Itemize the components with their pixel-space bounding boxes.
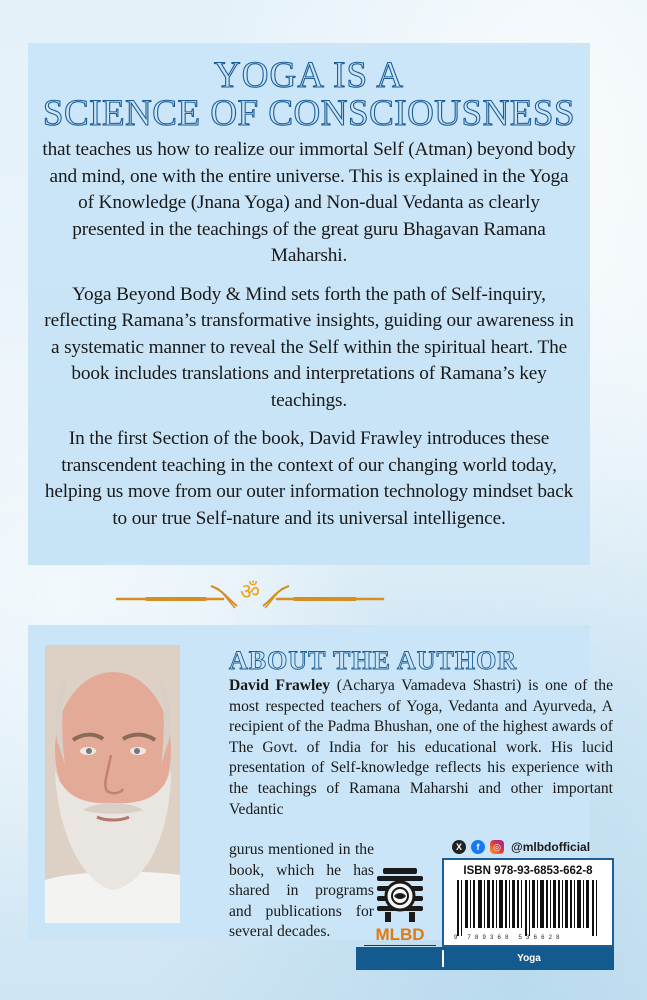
description-paragraph-1: that teaches us how to realize our immortal Self (Atman) beyond body and mind, one with the entire universe. This is explained in the Yoga of Knowledge (Jnana Yoga) and Non-dual Vedanta as clearly presented in the teachings of the great guru Bhagavan Ramana Maharshi. — [42, 139, 576, 266]
author-name: David Frawley — [229, 677, 331, 694]
om-icon: ॐ — [239, 580, 261, 605]
facebook-icon[interactable]: f — [471, 840, 485, 854]
x-icon[interactable]: X — [452, 840, 466, 854]
isbn-label: ISBN 978-93-6853-662-8 — [463, 865, 593, 877]
publisher-logo — [364, 866, 436, 956]
author-bio-continued: gurus mentioned in the book, which he has shared in programs and publications for several decades. — [229, 841, 374, 941]
publisher-brand: MLBD — [364, 926, 436, 946]
category-strip — [356, 947, 614, 970]
author-bio-text: (Acharya Vamadeva Shastri) is one of the most respected teachers of Yoga, Vedanta and Ayurveda, A recipient of the Padma Bhushan, one of the highest awards of The Govt. of India for his educational work. His lucid presentation of Self-knowledge reflects his experience with the teachings of Ramana Maharshi and other important Vedantic — [229, 677, 613, 818]
headline — [42, 57, 576, 133]
author-photo — [45, 645, 180, 923]
author-portrait-icon — [45, 645, 180, 923]
mlbd-emblem-icon — [375, 866, 425, 924]
barcode-icon — [453, 880, 603, 936]
headline-line-2: SCIENCE OF CONSCIOUSNESS — [42, 93, 576, 134]
category-label: Yoga — [517, 953, 541, 964]
om-divider — [115, 580, 385, 616]
description-paragraph-3: In the first Section of the book, David Frawley introduces these transcendent teaching in the context of our changing world today, helping us move from our outer information technology mindset back to our true Self-nature and its universal intelligence. — [44, 428, 574, 529]
about-author-heading: ABOUT THE AUTHOR — [229, 646, 518, 675]
social-handle[interactable]: @mlbdofficial — [511, 840, 591, 854]
description-paragraph-2: Yoga Beyond Body & Mind sets forth the path of Self-inquiry, reflecting Ramana’s transformative insights, guiding our awareness in a systematic manner to reveal the Self within the spiritual heart. The book includes translations and interpretations of Ramana’s key teachings. — [44, 283, 574, 411]
author-bio — [229, 676, 613, 820]
barcode-digits: 9 789368 536628 — [454, 935, 564, 941]
description-panel — [28, 43, 590, 565]
instagram-icon[interactable]: ◎ — [490, 840, 504, 854]
social-links — [452, 838, 590, 856]
headline-line-1: YOGA IS A — [214, 55, 404, 96]
isbn-barcode — [442, 858, 614, 947]
